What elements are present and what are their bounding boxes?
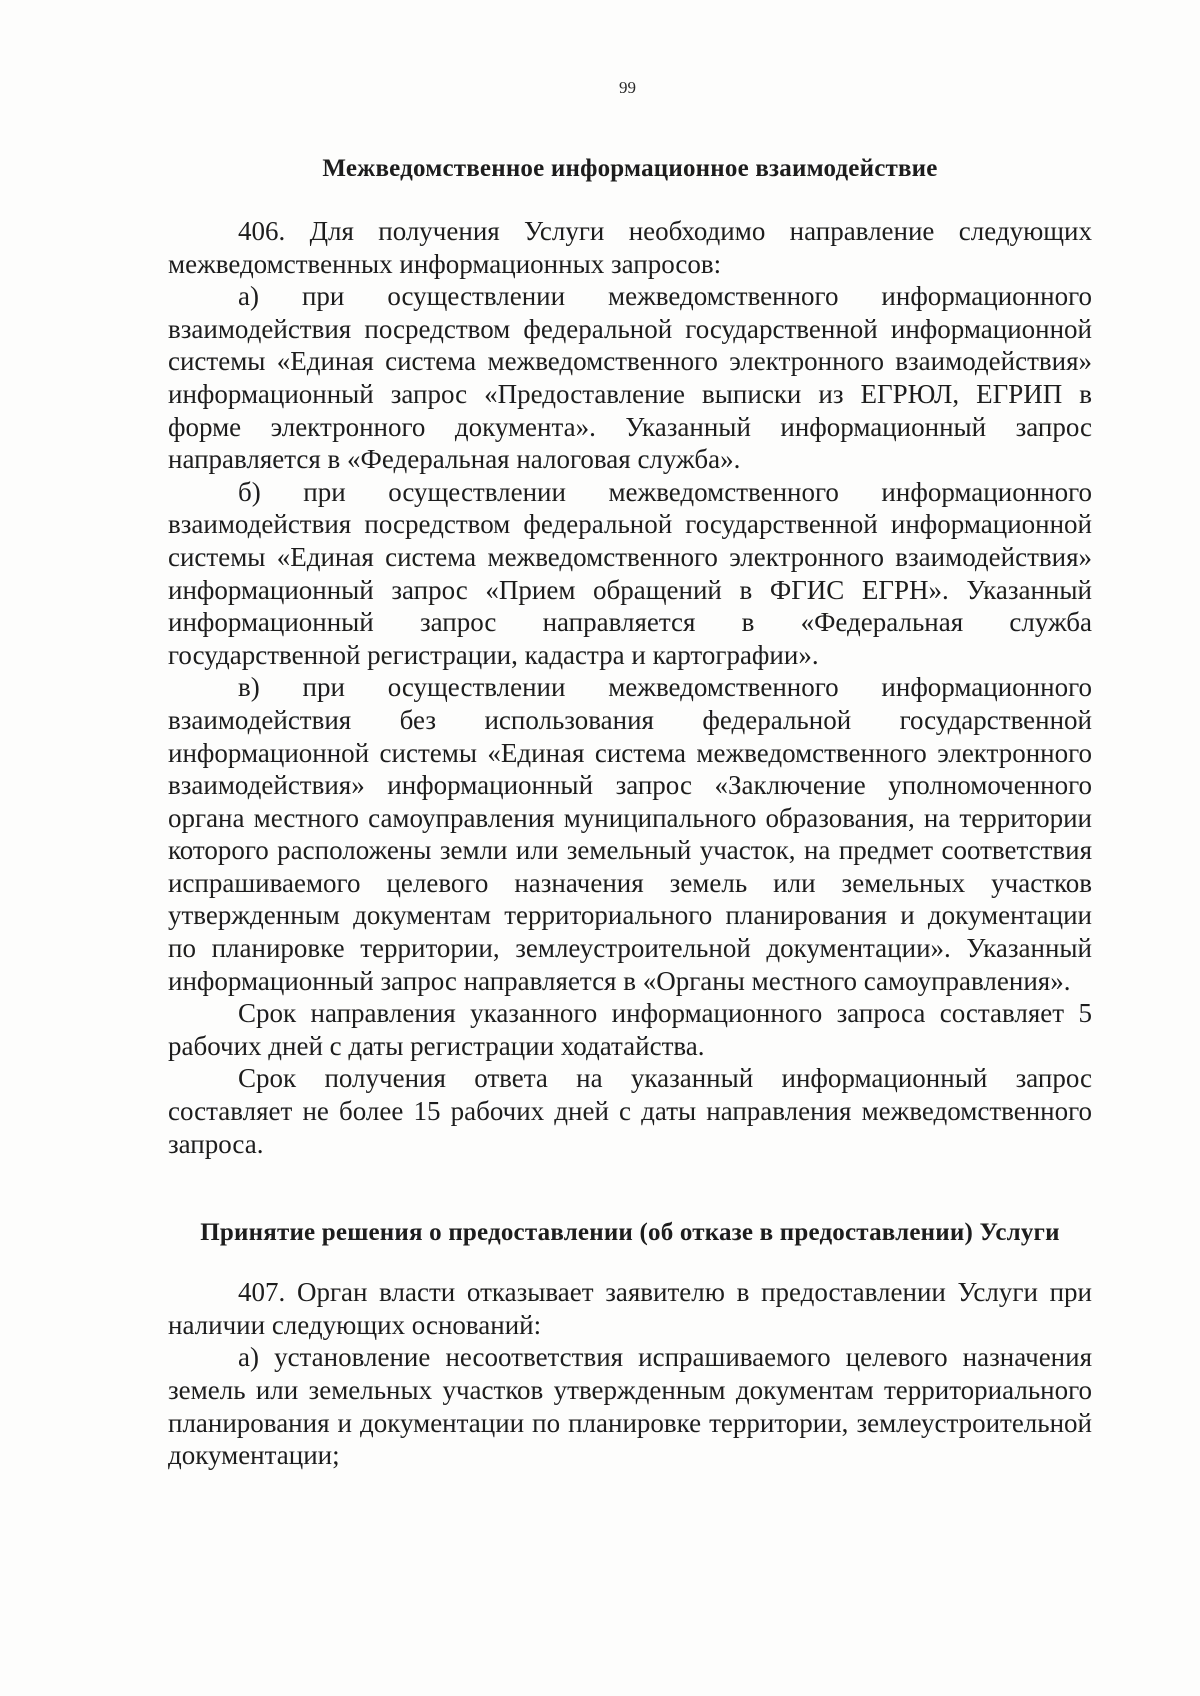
paragraph-407: 407. Орган власти отказывает заявителю в предоставлении Услуги при наличии следующих оснований: bbox=[168, 1277, 1092, 1340]
section-heading-interagency: Межведомственное информационное взаимодействие bbox=[322, 155, 938, 182]
paragraph-406-a: а) при осуществлении межведомственного информационного взаимодействия посредством федеральной государственной информационной системы «Единая система межведомственного электронного взаимодействия» информационный запрос «Предоставление выписки из ЕГРЮЛ, ЕГРИП в форме электронного документа». Указанный информационный запрос направляется в «Федеральная налоговая служба». bbox=[168, 281, 1092, 475]
paragraph-407-a: а) установление несоответствия испрашиваемого целевого назначения земель или земельных участков утвержденным документам территориального планирования и документации по планировке территории, землеустроительной документации; bbox=[168, 1342, 1092, 1471]
paragraph-request-deadline: Срок направления указанного информационного запроса составляет 5 рабочих дней с даты регистрации ходатайства. bbox=[168, 998, 1092, 1061]
paragraph-406-v: в) при осуществлении межведомственного информационного взаимодействия без использования федеральной государственной информационной системы «Единая система межведомственного электронного взаимодействия» информационный запрос «Заключение уполномоченного органа местного самоуправления муниципального образования, на территории которого расположены земли или земельный участок, на предмет соответствия испрашиваемого целевого назначения земель или земельных участков утвержденным документам территориального планирования и документации по планировке территории, землеустроительной документации». Указанный информационный запрос направляется в «Органы местного самоуправления». bbox=[168, 672, 1092, 996]
document-body bbox=[168, 152, 1092, 1472]
page-number: 99 bbox=[619, 78, 636, 97]
paragraph-response-deadline: Срок получения ответа на указанный информационный запрос составляет не более 15 рабочих дней с даты направления межведомственного запроса. bbox=[168, 1063, 1092, 1159]
paragraph-406-b: б) при осуществлении межведомственного информационного взаимодействия посредством федеральной государственной информационной системы «Единая система межведомственного электронного взаимодействия» информационный запрос «Прием обращений в ФГИС ЕГРН». Указанный информационный запрос направляется в «Федеральная служба государственной регистрации, кадастра и картографии». bbox=[168, 476, 1092, 670]
paragraph-406: 406. Для получения Услуги необходимо направление следующих межведомственных информационных запросов: bbox=[168, 216, 1092, 279]
section-heading-decision: Принятие решения о предоставлении (об отказе в предоставлении) Услуги bbox=[200, 1219, 1060, 1247]
